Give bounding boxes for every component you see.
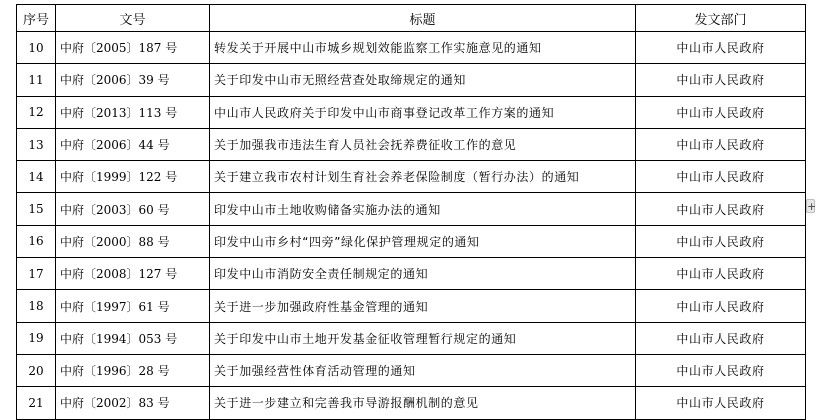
issuing-department-cell: 中山市人民政府: [636, 290, 806, 322]
serial-number-cell: 11: [17, 64, 56, 96]
title-cell: 关于进一步加强政府性基金管理的通知: [210, 290, 636, 322]
table-row: [17, 96, 806, 128]
serial-number-cell: 10: [17, 32, 56, 64]
serial-number-cell: 18: [17, 290, 56, 322]
serial-number-cell: 13: [17, 128, 56, 160]
table-row: [17, 225, 806, 257]
header-serial-number: 序号: [17, 5, 56, 32]
table-row: [17, 193, 806, 225]
title-cell: 转发关于开展中山市城乡规划效能监察工作实施意见的通知: [210, 32, 636, 64]
document-number-cell: 中府〔2000〕88 号: [56, 225, 210, 257]
document-number-cell: 中府〔1994〕053 号: [56, 322, 210, 354]
table-row: [17, 64, 806, 96]
serial-number-cell: 19: [17, 322, 56, 354]
document-number-cell: 中府〔2005〕187 号: [56, 32, 210, 64]
issuing-department-cell: 中山市人民政府: [636, 258, 806, 290]
table-row: [17, 354, 806, 386]
title-cell: 印发中山市消防安全责任制规定的通知: [210, 258, 636, 290]
title-cell: 关于印发中山市无照经营查处取缔规定的通知: [210, 64, 636, 96]
serial-number-cell: 21: [17, 387, 56, 419]
document-number-cell: 中府〔1996〕28 号: [56, 354, 210, 386]
table-header-row: [17, 5, 806, 32]
document-number-cell: 中府〔2006〕44 号: [56, 128, 210, 160]
document-number-cell: 中府〔2003〕60 号: [56, 193, 210, 225]
title-cell: 关于建立我市农村计划生育社会养老保险制度（暂行办法）的通知: [210, 161, 636, 193]
serial-number-cell: 15: [17, 193, 56, 225]
issuing-department-cell: 中山市人民政府: [636, 225, 806, 257]
expand-handle-plus-icon[interactable]: +: [807, 200, 816, 213]
title-cell: 关于加强我市违法生育人员社会抚养费征收工作的意见: [210, 128, 636, 160]
document-number-cell: 中府〔1997〕61 号: [56, 290, 210, 322]
serial-number-cell: 17: [17, 258, 56, 290]
table-row: [17, 128, 806, 160]
issuing-department-cell: 中山市人民政府: [636, 322, 806, 354]
header-document-number: 文号: [56, 5, 210, 32]
header-issuing-department: 发文部门: [636, 5, 806, 32]
serial-number-cell: 12: [17, 96, 56, 128]
issuing-department-cell: 中山市人民政府: [636, 32, 806, 64]
issuing-department-cell: 中山市人民政府: [636, 193, 806, 225]
title-cell: 关于进一步建立和完善我市导游报酬机制的意见: [210, 387, 636, 419]
serial-number-cell: 20: [17, 354, 56, 386]
issuing-department-cell: 中山市人民政府: [636, 64, 806, 96]
issuing-department-cell: 中山市人民政府: [636, 96, 806, 128]
issuing-department-cell: 中山市人民政府: [636, 354, 806, 386]
document-number-cell: 中府〔2013〕113 号: [56, 96, 210, 128]
issuing-department-cell: 中山市人民政府: [636, 387, 806, 419]
table-row: [17, 32, 806, 64]
document-number-cell: 中府〔1999〕122 号: [56, 161, 210, 193]
document-list-table: [16, 4, 806, 420]
table-row: [17, 258, 806, 290]
title-cell: 印发中山市土地收购储备实施办法的通知: [210, 193, 636, 225]
table-row: [17, 161, 806, 193]
title-cell: 关于印发中山市土地开发基金征收管理暂行规定的通知: [210, 322, 636, 354]
issuing-department-cell: 中山市人民政府: [636, 161, 806, 193]
table-row: [17, 290, 806, 322]
header-title: 标题: [210, 5, 636, 32]
serial-number-cell: 14: [17, 161, 56, 193]
document-number-cell: 中府〔2008〕127 号: [56, 258, 210, 290]
table-row: [17, 387, 806, 419]
document-number-cell: 中府〔2006〕39 号: [56, 64, 210, 96]
title-cell: 中山市人民政府关于印发中山市商事登记改革工作方案的通知: [210, 96, 636, 128]
title-cell: 关于加强经营性体育活动管理的通知: [210, 354, 636, 386]
document-number-cell: 中府〔2002〕83 号: [56, 387, 210, 419]
title-cell: 印发中山市乡村“四旁”绿化保护管理规定的通知: [210, 225, 636, 257]
issuing-department-cell: 中山市人民政府: [636, 128, 806, 160]
serial-number-cell: 16: [17, 225, 56, 257]
table-row: [17, 322, 806, 354]
